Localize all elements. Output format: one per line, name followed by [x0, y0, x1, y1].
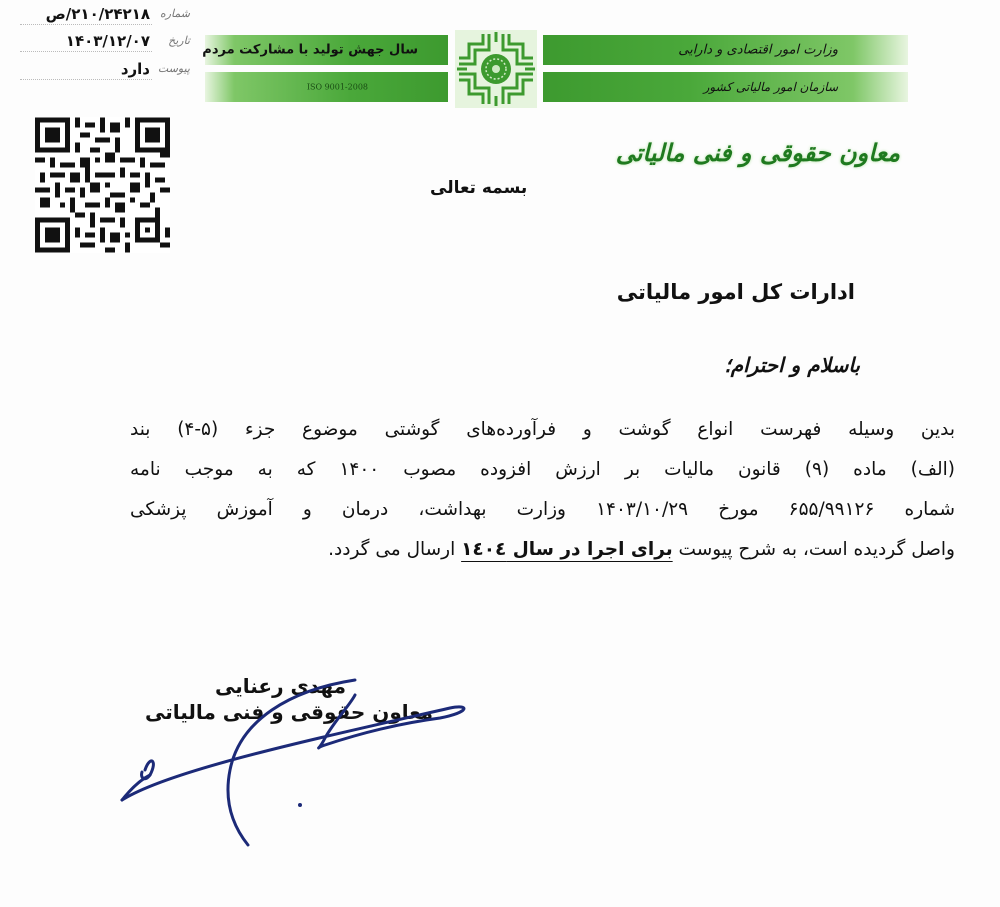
qr-code: [35, 117, 170, 253]
dotted-line: [20, 79, 152, 80]
attachment-label: پیوست: [157, 62, 190, 75]
letter-number-value: ۲۱۰/۲۴۲۱۸/ص: [45, 5, 150, 23]
attachment-value: دارد: [120, 60, 150, 78]
signatory-title: معاون حقوقی و فنی مالیاتی: [145, 700, 433, 724]
letter-date-label: تاریخ: [168, 34, 190, 47]
body-line-1: بدین وسیله فهرست انواع گوشت و فرآورده‌های گوشتی موضوع جزء (۵-۴) بند: [130, 419, 955, 440]
body-line-4-end: ارسال می گردد.: [328, 539, 462, 560]
attachment-row: [20, 60, 190, 82]
header-band-slogan: [202, 35, 448, 65]
invocation-heading: بسمه تعالی: [430, 178, 528, 198]
letter-date-row: [20, 32, 190, 54]
letter-date-value: ۱۴۰۳/۱۲/۰۷: [65, 32, 150, 50]
qr-code-icon: [35, 117, 170, 253]
handwritten-signature: [110, 660, 490, 850]
year-slogan: سال جهش تولید با مشارکت مردم: [202, 42, 418, 58]
signatory-name: مهدی رعنایی: [215, 674, 347, 698]
department-title: معاون حقوقی و فنی مالیاتی: [615, 138, 900, 167]
organization-name: سازمان امور مالیاتی کشور: [703, 80, 838, 94]
letter-number-row: [20, 5, 190, 27]
body-line-4: [130, 530, 955, 570]
body-line-4-start: واصل گردیده است، به شرح پیوست: [672, 539, 955, 560]
body-line-2: (الف) ماده (۹) قانون مالیات بر ارزش افزوده مصوب ۱۴۰۰ که به موجب نامه: [130, 459, 955, 480]
header-band-ministry: [543, 35, 908, 65]
header-band-organization: [543, 72, 908, 102]
letter-number-label: شماره: [159, 7, 190, 20]
emphasis-execution-year: برای اجرا در سال ۱٤۰٤: [461, 539, 673, 560]
body-line-3: شماره ۶۵۵/۹۹۱۲۶ مورخ ۱۴۰۳/۱۰/۲۹ وزارت بهداشت، درمان و آموزش پزشکی: [130, 499, 955, 520]
iso-certification: ISO 9001-2008: [306, 82, 368, 92]
tax-organization-logo: [455, 30, 537, 108]
signature-icon: [110, 660, 490, 850]
letter-body: [130, 410, 955, 570]
header-band-iso: [205, 72, 448, 102]
dotted-line: [20, 24, 152, 25]
addressee: ادارات کل امور مالیاتی: [616, 280, 855, 304]
dotted-line: [20, 51, 152, 52]
emblem-icon: [455, 30, 537, 108]
greeting: باسلام و احترام؛: [724, 353, 860, 377]
ministry-name: وزارت امور اقتصادی و دارایی: [678, 42, 838, 58]
